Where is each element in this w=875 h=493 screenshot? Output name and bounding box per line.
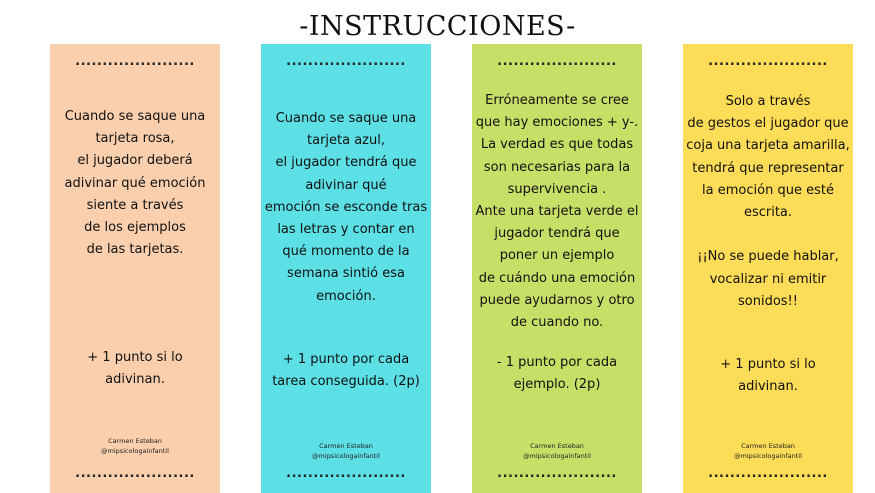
dotted-divider-bottom: ...................... [497,466,617,481]
card-instructions: Cuando se saque una tarjeta azul, el jugador tendrá que adivinar qué emoción se esconde tras las letras y contar en qué momento de la semana sintió esa emoción. [264,111,428,304]
dotted-divider-bottom: ...................... [286,466,406,481]
card-points: + 1 punto por cada tarea conseguida. (2p) [272,352,420,389]
card-points: - 1 punto por cada ejemplo. (2p) [496,355,618,392]
author-handle: @mipsicologainfantil [101,447,169,455]
card-instructions: Cuando se saque una tarjeta rosa, el jugador deberá adivinar qué emoción siente a través de los ejemplos de las tarjetas. [64,109,206,258]
author-name: Carmen Esteban [108,437,162,445]
card-points: + 1 punto si lo adivinan. [720,357,816,394]
author-name: Carmen Esteban [319,442,373,450]
author-name: Carmen Esteban [741,442,795,450]
dotted-divider-top: ...................... [75,54,195,69]
card-points: + 1 punto si lo adivinan. [87,350,183,387]
author-handle: @mipsicologainfantil [734,452,802,460]
instruction-card-yellow [683,44,853,493]
author-handle: @mipsicologainfantil [523,452,591,460]
instruction-card-green [472,44,642,493]
page-title: -INSTRUCCIONES- [299,11,576,42]
card-instructions: Solo a través de gestos el jugador que coja una tarjeta amarilla, tendrá que representar la emoción que esté escrita. ¡¡No se puede hablar, vocalizar ni emitir sonidos!! [686,94,850,309]
dotted-divider-bottom: ...................... [75,466,195,481]
dotted-divider-top: ...................... [286,54,406,69]
author-handle: @mipsicologainfantil [312,452,380,460]
instruction-card-pink [50,44,220,493]
dotted-divider-top: ...................... [497,54,617,69]
dotted-divider-top: ...................... [708,54,828,69]
card-instructions: Erróneamente se cree que hay emociones + y-. La verdad es que todas son necesarias para la supervivencia . Ante una tarjeta verde el jugador tendrá que poner un ejemplo de cuándo una emoción puede ayudarnos y otro de cuando no. [475,93,639,331]
dotted-divider-bottom: ...................... [708,466,828,481]
author-name: Carmen Esteban [530,442,584,450]
instruction-card-blue [261,44,431,493]
